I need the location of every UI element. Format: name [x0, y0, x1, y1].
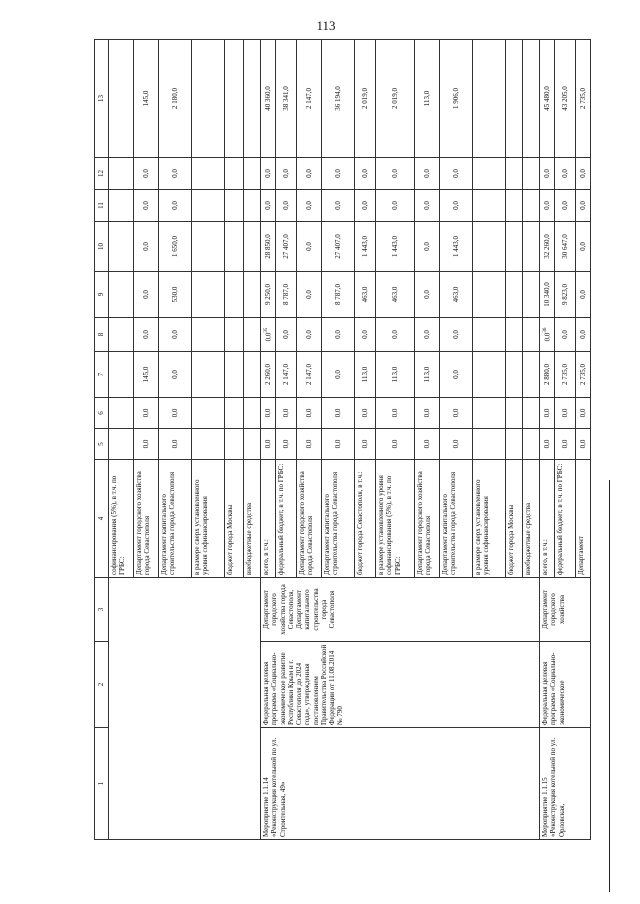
table-row [261, 40, 276, 840]
value-cell-c6: 0,0 [159, 398, 192, 429]
value-cell-c12: 0,0 [322, 158, 355, 190]
column-number-row [95, 40, 109, 840]
value-cell-c5: 0,0 [261, 429, 276, 460]
value-cell-c7: 2 147,0 [297, 352, 322, 398]
value-cell-c9: 9 250,0 [261, 272, 276, 318]
value-cell-c11 [523, 190, 540, 222]
value-cell-c10 [506, 222, 523, 272]
value-cell-c5: 0,0 [134, 429, 159, 460]
funding-source-cell: бюджет города Москвы [506, 460, 523, 578]
value-cell-c11: 0,0 [261, 190, 276, 222]
value-cell-c10: 1 650,0 [159, 222, 192, 272]
value-cell-c11: 0,0 [415, 190, 440, 222]
funding-source-cell: Департамент капитального строительства города Севастополя [440, 460, 473, 578]
value-cell-c5 [506, 429, 523, 460]
value-cell-c11: 0,0 [322, 190, 355, 222]
value-cell-c7: 113,0 [355, 352, 376, 398]
value-cell-c5: 0,0 [322, 429, 355, 460]
value-cell-c12 [244, 158, 261, 190]
value-cell-c9 [523, 272, 540, 318]
value-cell-c6: 0,0 [376, 398, 415, 429]
value-cell-c10 [192, 222, 225, 272]
value-cell-c8 [473, 318, 506, 352]
value-cell-c8: 0,0 [355, 318, 376, 352]
value-cell-c8 [244, 318, 261, 352]
value-cell-c5 [192, 429, 225, 460]
value-cell-c8: 0,0 [276, 318, 297, 352]
table-row [540, 40, 555, 840]
value-cell-c11 [192, 190, 225, 222]
column-number-7: 7 [95, 352, 109, 398]
value-cell-c10: 32 260,0 [540, 222, 555, 272]
value-cell-c10 [109, 222, 134, 272]
value-cell-c11 [225, 190, 244, 222]
value-cell-c10 [523, 222, 540, 272]
value-cell-c8: $0,0^{35}$ [261, 318, 276, 352]
value-cell-c7: 2 735,0 [555, 352, 576, 398]
value-cell-c12 [523, 158, 540, 190]
value-cell-c9: 463,0 [440, 272, 473, 318]
value-cell-c8 [109, 318, 134, 352]
value-cell-c7: 0,0 [159, 352, 192, 398]
funding-source-cell: Департамент капитального строительства города Севастополя [159, 460, 192, 578]
value-cell-c5: 0,0 [415, 429, 440, 460]
table-row [109, 40, 134, 840]
funding-source-cell: всего, в т.ч.: [261, 460, 276, 578]
measure-1-1-15-title: Мероприятие 1.1.15 «Реконструкция котельной по ул. Орловская, [540, 728, 591, 840]
value-cell-c13: 113,0 [415, 40, 440, 158]
value-cell-c7 [244, 352, 261, 398]
value-cell-c12: 0,0 [134, 158, 159, 190]
value-cell-c13: 38 341,0 [276, 40, 297, 158]
funding-source-cell: Департамент городского хозяйства города Севастополя [415, 460, 440, 578]
value-cell-c7: 2 260,0 [261, 352, 276, 398]
value-cell-c13 [109, 40, 134, 158]
funding-source-cell: в размере сверх установленного уровня софинансирования [473, 460, 506, 578]
value-cell-c6: 0,0 [322, 398, 355, 429]
value-cell-c9: 0,0 [415, 272, 440, 318]
funding-source-cell: в размере установленного уровня софинансирования (5%), в т.ч. по ГРБС: [376, 460, 415, 578]
page-number: 113 [316, 18, 336, 33]
value-cell-c8 [523, 318, 540, 352]
value-cell-c12: 0,0 [540, 158, 555, 190]
measure-1-1-15-executor: Департамент городского хозяйства [540, 578, 591, 642]
value-cell-c11: 0,0 [297, 190, 322, 222]
value-cell-c8: 0,0 [576, 318, 591, 352]
value-cell-c10: 28 850,0 [261, 222, 276, 272]
continued-measure-cell [109, 578, 261, 840]
document-table-container [94, 40, 587, 840]
value-cell-c5: 0,0 [540, 429, 555, 460]
value-cell-c10: 0,0 [415, 222, 440, 272]
value-cell-c13: 36 194,0 [322, 40, 355, 158]
value-cell-c13 [244, 40, 261, 158]
column-number-3: 3 [95, 578, 109, 642]
value-cell-c6 [109, 398, 134, 429]
value-cell-c6: 0,0 [134, 398, 159, 429]
value-cell-c11: 0,0 [159, 190, 192, 222]
value-cell-c11 [244, 190, 261, 222]
value-cell-c9: 8 787,0 [322, 272, 355, 318]
column-number-2: 2 [95, 642, 109, 728]
value-cell-c7: 113,0 [376, 352, 415, 398]
value-cell-c6 [473, 398, 506, 429]
value-cell-c6 [192, 398, 225, 429]
funding-source-cell: бюджет города Москвы [225, 460, 244, 578]
footnote-marker: 35 [263, 327, 269, 333]
page-margin-line [609, 480, 610, 892]
value-cell-c13 [192, 40, 225, 158]
funding-source-cell: внебюджетные средства [244, 460, 261, 578]
value-cell-c5 [523, 429, 540, 460]
value-cell-c13 [506, 40, 523, 158]
value-cell-c7: 145,0 [134, 352, 159, 398]
value-cell-c9: 0,0 [297, 272, 322, 318]
value-cell-c9 [225, 272, 244, 318]
value-cell-c9 [244, 272, 261, 318]
funding-source-cell: Департамент городского хозяйства города Севастополя [134, 460, 159, 578]
value-cell-c8: 0,0 [415, 318, 440, 352]
value-cell-c10: 27 407,0 [276, 222, 297, 272]
value-cell-c6: 0,0 [415, 398, 440, 429]
value-cell-c6: 0,0 [297, 398, 322, 429]
value-cell-c5: 0,0 [376, 429, 415, 460]
value-cell-c8: $0,0^{36}$ [540, 318, 555, 352]
funding-source-cell: в размере сверх установленного уровня софинансирования [192, 460, 225, 578]
value-cell-c8 [506, 318, 523, 352]
value-cell-c11: 0,0 [555, 190, 576, 222]
value-cell-c5: 0,0 [297, 429, 322, 460]
value-cell-c6: 0,0 [576, 398, 591, 429]
value-cell-c9: 8 787,0 [276, 272, 297, 318]
value-cell-c9 [473, 272, 506, 318]
value-cell-c10: 1 443,0 [355, 222, 376, 272]
column-number-13: 13 [95, 40, 109, 158]
funding-source-cell: внебюджетные средства [523, 460, 540, 578]
value-cell-c13: 2 019,0 [355, 40, 376, 158]
value-cell-c6 [225, 398, 244, 429]
value-cell-c5: 0,0 [355, 429, 376, 460]
column-number-10: 10 [95, 222, 109, 272]
value-cell-c12 [109, 158, 134, 190]
column-number-11: 11 [95, 190, 109, 222]
value-cell-c8: 0,0 [322, 318, 355, 352]
funding-source-cell: Департамент капитального строительства города Севастополя [322, 460, 355, 578]
value-cell-c5: 0,0 [576, 429, 591, 460]
value-cell-c10: 0,0 [134, 222, 159, 272]
value-cell-c10 [225, 222, 244, 272]
value-cell-c7: 0,0 [440, 352, 473, 398]
value-cell-c12: 0,0 [576, 158, 591, 190]
value-cell-c10: 30 647,0 [555, 222, 576, 272]
value-cell-c12: 0,0 [297, 158, 322, 190]
value-cell-c7: 2 880,0 [540, 352, 555, 398]
value-cell-c11: 0,0 [355, 190, 376, 222]
value-cell-c10: 0,0 [297, 222, 322, 272]
value-cell-c7 [192, 352, 225, 398]
value-cell-c11 [506, 190, 523, 222]
value-cell-c7 [225, 352, 244, 398]
value-cell-c11: 0,0 [376, 190, 415, 222]
column-number-1: 1 [95, 728, 109, 840]
value-cell-c9: 530,0 [159, 272, 192, 318]
column-number-12: 12 [95, 158, 109, 190]
column-number-5: 5 [95, 429, 109, 460]
value-cell-c12 [225, 158, 244, 190]
value-cell-c6: 0,0 [440, 398, 473, 429]
value-cell-c11: 0,0 [134, 190, 159, 222]
funding-source-cell: федеральный бюджет, в т.ч. по ГРБС: [555, 460, 576, 578]
value-cell-c5: 0,0 [159, 429, 192, 460]
value-cell-c5 [244, 429, 261, 460]
measure-1-1-14-title: Мероприятие 1.1.14 «Реконструкция котельной по ул. Строительная, 49» [261, 728, 540, 840]
measure-1-1-14-executor: Департамент городского хозяйства города Севастополя, Департамент капитального строительства города Севастополя [261, 578, 540, 642]
column-number-9: 9 [95, 272, 109, 318]
value-cell-c8: 0,0 [555, 318, 576, 352]
value-cell-c7: 2 735,0 [576, 352, 591, 398]
value-cell-c7 [109, 352, 134, 398]
value-cell-c12: 0,0 [555, 158, 576, 190]
value-cell-c7: 2 147,0 [276, 352, 297, 398]
value-cell-c12: 0,0 [276, 158, 297, 190]
value-cell-c11: 0,0 [440, 190, 473, 222]
value-cell-c13 [473, 40, 506, 158]
value-cell-c9 [192, 272, 225, 318]
value-cell-c9: 0,0 [134, 272, 159, 318]
footnote-marker: 36 [542, 327, 548, 333]
value-cell-c5 [109, 429, 134, 460]
value-cell-c9: 463,0 [355, 272, 376, 318]
value-cell-c10: 27 407,0 [322, 222, 355, 272]
value-cell-c6: 0,0 [355, 398, 376, 429]
measure-1-1-15-program: Федеральная целевая программа «Социально-экономическое [540, 642, 591, 728]
measure-1-1-14-program: Федеральная целевая программа «Социально-экономическое развитие Республики Крым и г. Севастополя до 2024 года», утвержденная постановлением Правительства Российской Федерации от 11.08.2014 № 790 [261, 642, 540, 728]
value-cell-c13: 45 480,0 [540, 40, 555, 158]
value-cell-c6 [523, 398, 540, 429]
value-cell-c13: 1 906,0 [440, 40, 473, 158]
value-cell-c13 [523, 40, 540, 158]
funding-source-cell: бюджет города Севастополя, в т.ч.: [355, 460, 376, 578]
value-cell-c7 [473, 352, 506, 398]
value-cell-c10 [473, 222, 506, 272]
value-cell-c8: 0,0 [376, 318, 415, 352]
funding-source-cell: всего, в т.ч.: [540, 460, 555, 578]
value-cell-c9: 463,0 [376, 272, 415, 318]
value-cell-c5: 0,0 [276, 429, 297, 460]
value-cell-c12: 0,0 [261, 158, 276, 190]
value-cell-c12: 0,0 [159, 158, 192, 190]
value-cell-c8 [192, 318, 225, 352]
value-cell-c11 [109, 190, 134, 222]
value-cell-c11 [473, 190, 506, 222]
funding-source-cell: федеральный бюджет, в т.ч. по ГРБС: [276, 460, 297, 578]
value-cell-c8: 0,0 [159, 318, 192, 352]
value-cell-c12 [506, 158, 523, 190]
value-cell-c9 [506, 272, 523, 318]
value-cell-c8: 0,0 [297, 318, 322, 352]
value-cell-c5 [225, 429, 244, 460]
value-cell-c13: 2 735,0 [576, 40, 591, 158]
value-cell-c10: 0,0 [576, 222, 591, 272]
value-cell-c6: 0,0 [555, 398, 576, 429]
value-cell-c8 [225, 318, 244, 352]
funding-source-cell: Департамент городского хозяйства города Севастополя [297, 460, 322, 578]
value-cell-c5: 0,0 [555, 429, 576, 460]
value-cell-c12: 0,0 [440, 158, 473, 190]
value-cell-c6: 0,0 [540, 398, 555, 429]
value-cell-c13: 43 205,0 [555, 40, 576, 158]
value-cell-c12: 0,0 [355, 158, 376, 190]
rotated-table-frame [94, 40, 587, 840]
program-measures-table [94, 39, 591, 840]
value-cell-c5: 0,0 [440, 429, 473, 460]
value-cell-c12 [192, 158, 225, 190]
value-cell-c9: 10 340,0 [540, 272, 555, 318]
value-cell-c7: 113,0 [415, 352, 440, 398]
value-cell-c10: 1 443,0 [376, 222, 415, 272]
value-cell-c6 [506, 398, 523, 429]
value-cell-c10: 1 443,0 [440, 222, 473, 272]
funding-source-cell: Департамент [576, 460, 591, 578]
column-number-8: 8 [95, 318, 109, 352]
value-cell-c9: 0,0 [576, 272, 591, 318]
value-cell-c5 [473, 429, 506, 460]
value-cell-c8: 0,0 [440, 318, 473, 352]
value-cell-c13: 2 180,0 [159, 40, 192, 158]
value-cell-c12: 0,0 [376, 158, 415, 190]
value-cell-c6: 0,0 [276, 398, 297, 429]
value-cell-c9 [109, 272, 134, 318]
value-cell-c10 [244, 222, 261, 272]
value-cell-c13: 40 360,0 [261, 40, 276, 158]
value-cell-c11: 0,0 [276, 190, 297, 222]
value-cell-c13: 2 147,0 [297, 40, 322, 158]
value-cell-c7: 0,0 [322, 352, 355, 398]
value-cell-c13: 145,0 [134, 40, 159, 158]
value-cell-c6: 0,0 [261, 398, 276, 429]
value-cell-c9: 9 823,0 [555, 272, 576, 318]
column-number-6: 6 [95, 398, 109, 429]
value-cell-c8: 0,0 [134, 318, 159, 352]
value-cell-c7 [506, 352, 523, 398]
value-cell-c12: 0,0 [415, 158, 440, 190]
value-cell-c11: 0,0 [576, 190, 591, 222]
value-cell-c7 [523, 352, 540, 398]
value-cell-c12 [473, 158, 506, 190]
value-cell-c13 [225, 40, 244, 158]
value-cell-c11: 0,0 [540, 190, 555, 222]
funding-source-cell: софинансирования (5%), в т.ч. по ГРБС: [109, 460, 134, 578]
column-number-4: 4 [95, 460, 109, 578]
value-cell-c6 [244, 398, 261, 429]
value-cell-c13: 2 019,0 [376, 40, 415, 158]
